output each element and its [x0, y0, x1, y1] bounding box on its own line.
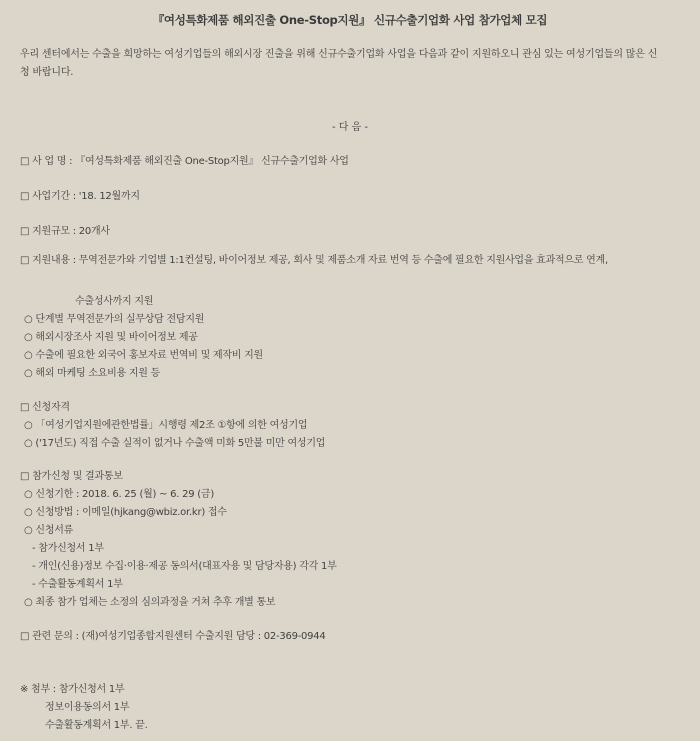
contact-info: □ 관련 문의 : (재)여성기업종합지원센터 수출지원 담당 : 02-369-0944 [20, 631, 326, 642]
eligibility-item: ○ ('17년도) 직접 수출 실적이 없거나 수출액 미화 5만불 미만 여성기업 [24, 438, 326, 449]
support-item: ○ 단계별 무역전문가의 실무상담 전담지원 [24, 314, 205, 325]
support-item: ○ 해외 마케팅 소요비용 지원 등 [24, 368, 161, 379]
attachments-heading: ※ 첨부 : 참가신청서 1부 [20, 684, 125, 695]
support-item: ○ 수출에 필요한 외국어 홍보자료 번역비 및 제작비 지원 [24, 350, 263, 361]
business-name: □ 사 업 명 : 『여성특화제품 해외진출 One-Stop지원』 신규수출기업화 사업 [20, 156, 349, 167]
eligibility-item: ○ 「여성기업지원에관한법률」시행령 제2조 ①항에 의한 여성기업 [24, 420, 308, 431]
application-period: ○ 신청기한 : 2018. 6. 25 (월) ~ 6. 29 (금) [24, 489, 214, 500]
support-content-continuation: 수출성사까지 지원 [75, 296, 154, 307]
application-document: - 수출활동계획서 1부 [32, 579, 123, 590]
attachment-item: 수출활동계획서 1부. 끝. [45, 720, 148, 731]
page-title: 『여성특화제품 해외진출 One-Stop지원』 신규수출기업화 사업 참가업체 모집 [152, 13, 548, 27]
application-document: - 개인(신용)정보 수집·이용·제공 동의서(대표자용 및 담당자용) 각각 1부 [32, 561, 337, 572]
application-documents-heading: ○ 신청서류 [24, 525, 74, 536]
application-heading: □ 참가신청 및 결과통보 [20, 471, 123, 482]
application-document: - 참가신청서 1부 [32, 543, 104, 554]
dae-eum-separator: - 다 음 - [331, 122, 369, 133]
support-item: ○ 해외시장조사 지원 및 바이어정보 제공 [24, 332, 198, 343]
business-period: □ 사업기간 : '18. 12월까지 [20, 191, 140, 202]
eligibility-heading: □ 신청자격 [20, 402, 70, 413]
support-content-heading: □ 지원내용 : 무역전문가와 기업별 1:1컨설팅, 바이어정보 제공, 회사 및 제품소개 자료 번역 등 수출에 필요한 지원사업을 효과적으로 연계, [20, 255, 608, 266]
application-final: ○ 최종 참가 업체는 소정의 심의과정을 거쳐 추후 개별 통보 [24, 597, 276, 608]
application-method: ○ 신청방법 : 이메일(hjkang@wbiz.or.kr) 접수 [24, 507, 227, 518]
attachment-item: 정보이용동의서 1부 [45, 702, 130, 713]
intro-paragraph: 우리 센터에서는 수출을 희망하는 여성기업들의 해외시장 진출을 위해 신규수출기업화 사업을 다음과 같이 지원하오니 관심 있는 여성기업들의 많은 신청 바랍니다. [20, 49, 658, 78]
support-scale: □ 지원규모 : 20개사 [20, 226, 110, 237]
